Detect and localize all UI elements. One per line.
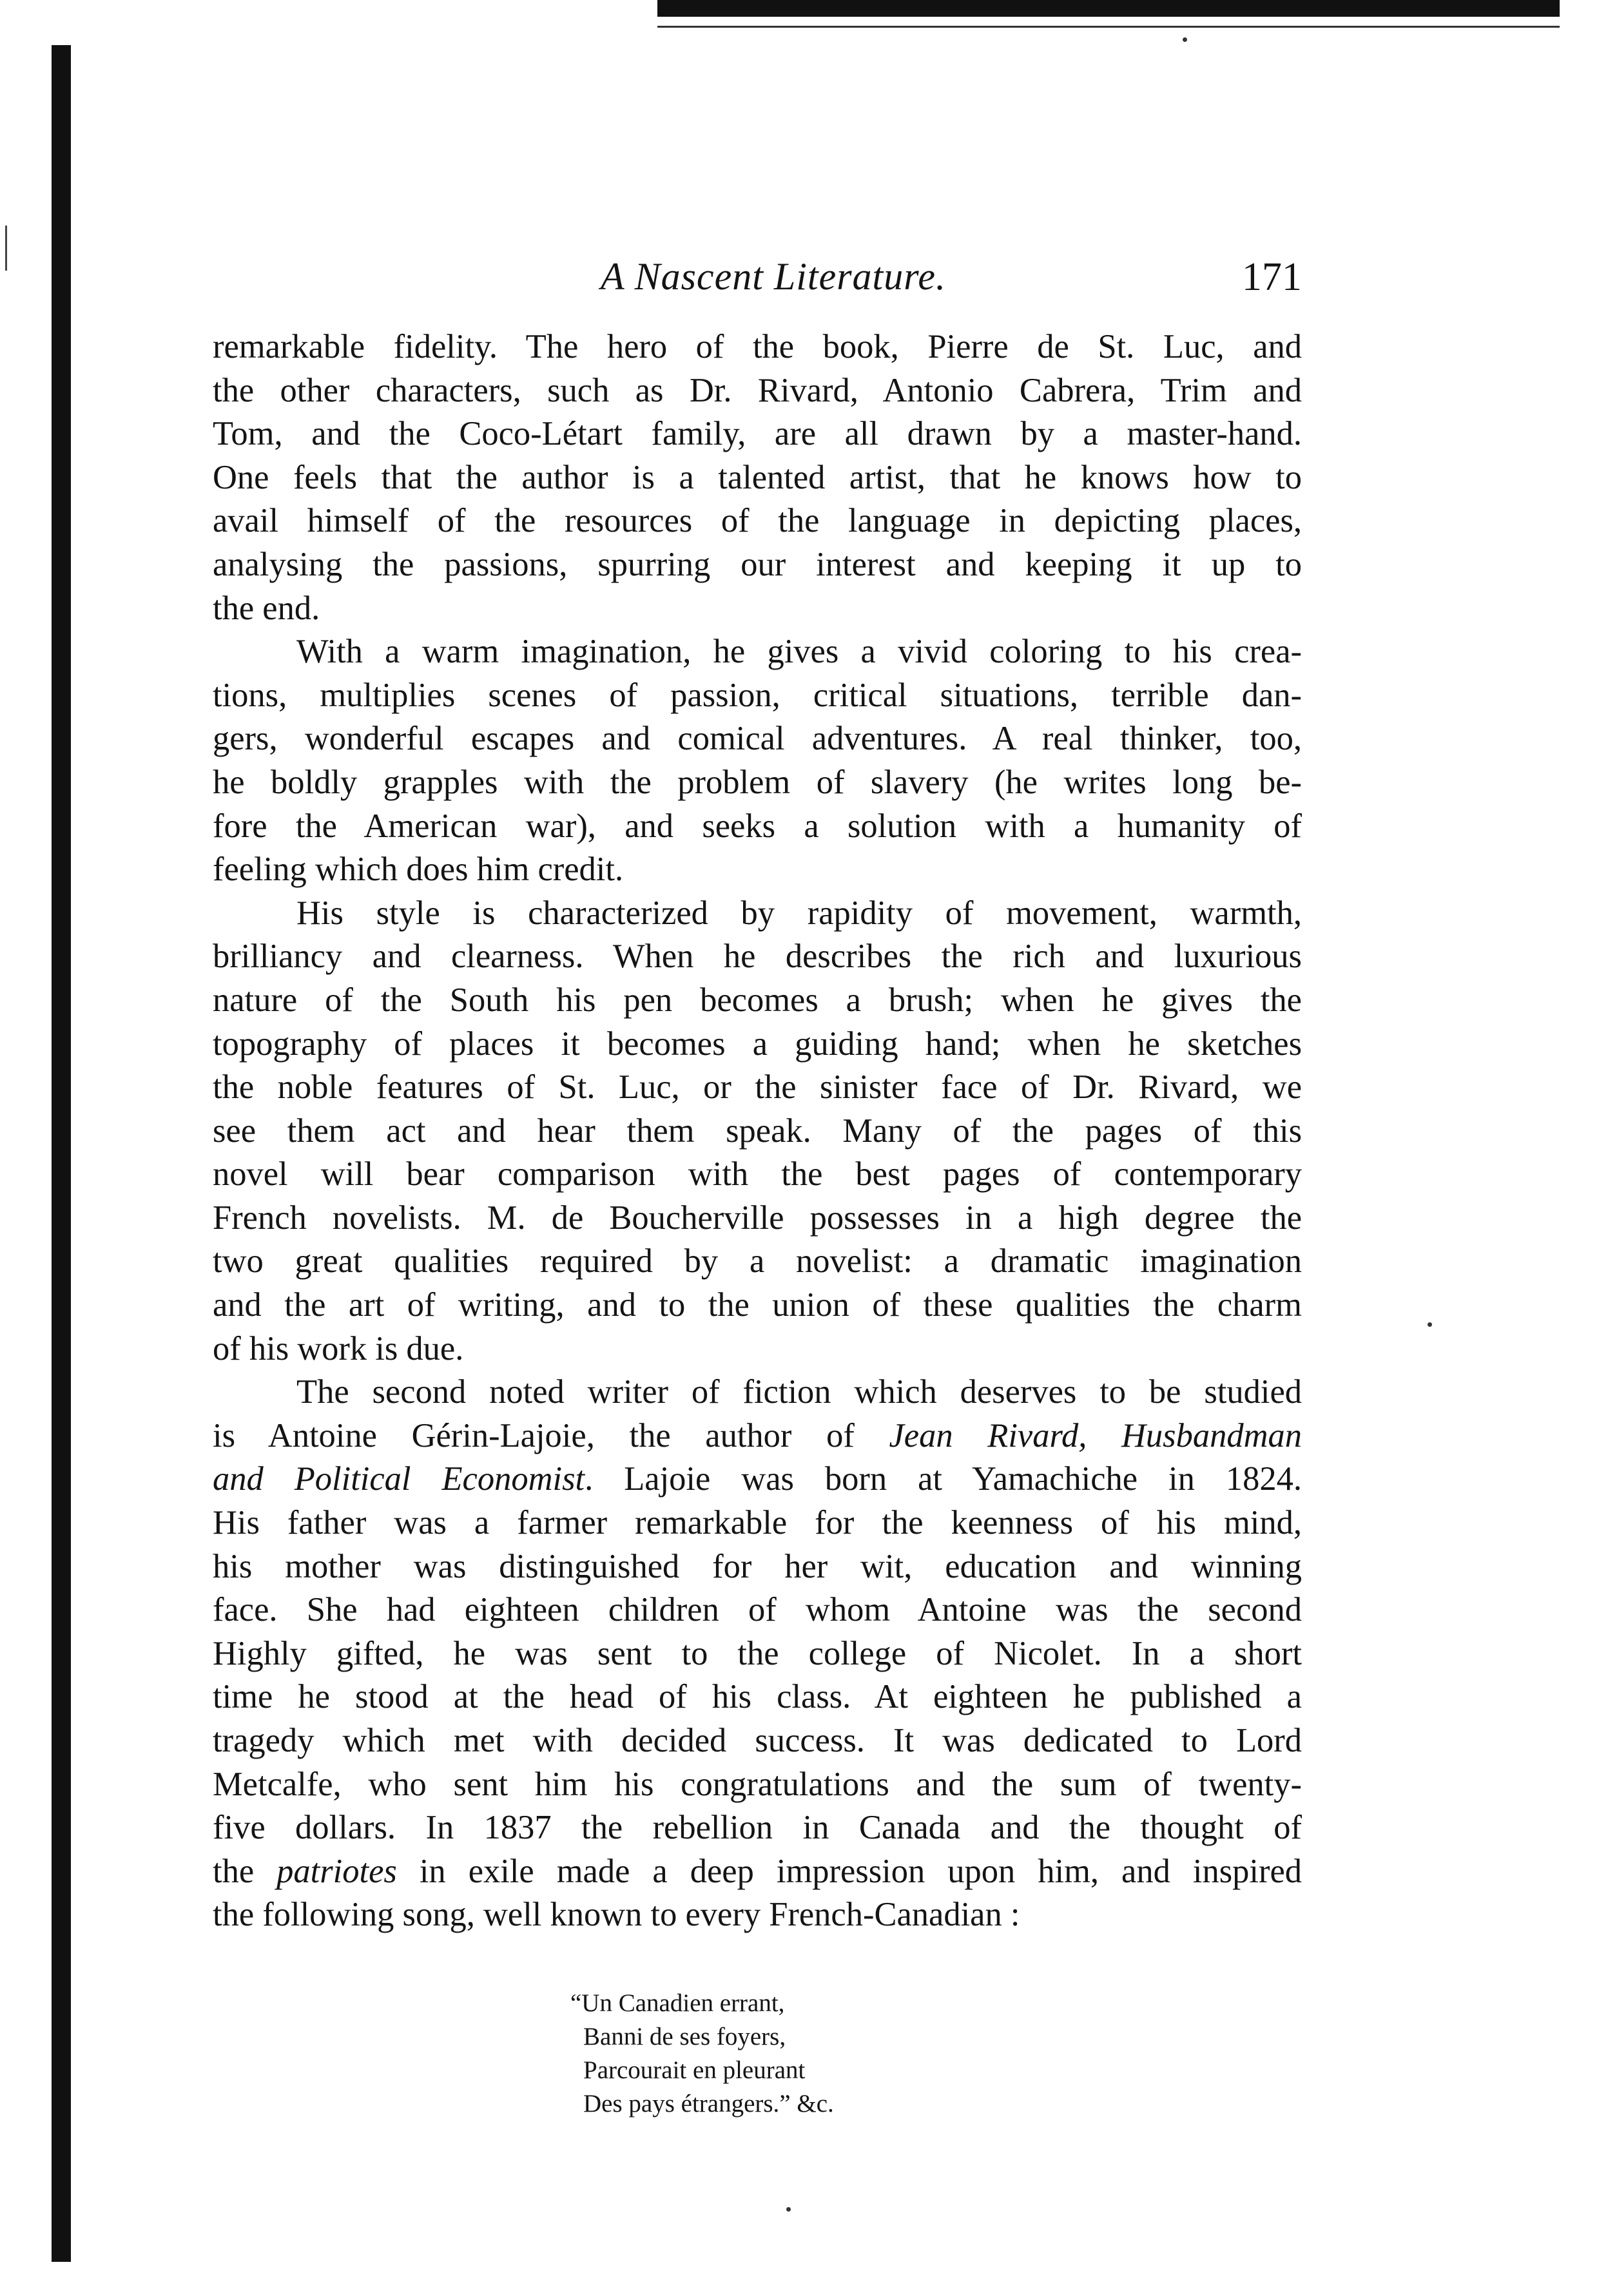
- text-line: His father was a farmer remarkable for the keenness of his mind,: [213, 1504, 1302, 1542]
- text-line: nature of the South his pen becomes a brush; when he gives the: [213, 981, 1302, 1019]
- verse-line: Parcourait en pleurant: [583, 2056, 806, 2084]
- text-line: and the art of writing, and to the union of these qualities the charm: [213, 1286, 1302, 1324]
- ink-speck: [786, 2207, 791, 2212]
- text-line: the other characters, such as Dr. Rivard, Antonio Cabrera, Trim and: [213, 371, 1302, 409]
- page-header: [245, 255, 1302, 313]
- text-line: Metcalfe, who sent him his congratulations and the sum of twenty-: [213, 1765, 1302, 1803]
- text-line: face. She had eighteen children of whom Antoine was the second: [213, 1591, 1302, 1629]
- book-title: Jean Rivard, Husbandman: [889, 1416, 1302, 1454]
- text-line: Tom, and the Coco-Létart family, are all drawn by a master-hand.: [213, 415, 1302, 453]
- ink-speck: [1428, 1322, 1432, 1327]
- top-edge-shadow: [657, 0, 1560, 17]
- verse-line: Des pays étrangers.” &c.: [583, 2090, 834, 2118]
- text-line: His style is characterized by rapidity of movement, warmth,: [296, 894, 1302, 932]
- text-line: his mother was distinguished for her wit, education and winning: [213, 1547, 1302, 1585]
- verse-line: Banni de ses foyers,: [583, 2023, 786, 2050]
- text-line: time he stood at the head of his class. At eighteen he published a: [213, 1678, 1302, 1716]
- paragraph: [213, 325, 1302, 630]
- running-title: A Nascent Literature.: [601, 255, 946, 298]
- ink-speck: [1183, 37, 1187, 42]
- text-line: One feels that the author is a talented artist, that he knows how to: [213, 458, 1302, 496]
- text-line: he boldly grapples with the problem of slavery (he writes long be-: [213, 763, 1302, 801]
- paragraph: [213, 630, 1302, 892]
- text-line: With a warm imagination, he gives a vivid coloring to his crea-: [296, 633, 1302, 671]
- scan-mark: [5, 226, 7, 271]
- verse-quotation: [570, 1987, 834, 2121]
- text-line: see them act and hear them speak. Many of the pages of this: [213, 1112, 1302, 1150]
- text-line: novel will bear comparison with the best pages of contemporary: [213, 1155, 1302, 1193]
- text-line: the noble features of St. Luc, or the sinister face of Dr. Rivard, we: [213, 1068, 1302, 1106]
- text-line: analysing the passions, spurring our interest and keeping it up to: [213, 545, 1302, 583]
- top-edge-line: [657, 26, 1560, 28]
- text-line: the end.: [213, 589, 320, 627]
- text-line: French novelists. M. de Boucherville possesses in a high degree the: [213, 1199, 1302, 1237]
- text-line: and Political Economist. Lajoie was born at Yamachiche in 1824.: [213, 1460, 1302, 1498]
- emphasis: patriotes: [276, 1852, 397, 1890]
- text-line: feeling which does him credit.: [213, 851, 624, 889]
- binding-shadow: [52, 45, 71, 2262]
- text-line: five dollars. In 1837 the rebellion in Canada and the thought of: [213, 1809, 1302, 1847]
- paragraph: [213, 892, 1302, 1371]
- text-line: is Antoine Gérin-Lajoie, the author of Jean Rivard, Husbandman: [213, 1416, 1302, 1454]
- text-line: avail himself of the resources of the language in depicting places,: [213, 502, 1302, 540]
- page-number: 171: [1242, 255, 1302, 299]
- text-line: the following song, well known to every French-Canadian :: [213, 1896, 1020, 1934]
- text-line: The second noted writer of fiction which deserves to be studied: [296, 1373, 1302, 1411]
- text-line: two great qualities required by a novelist: a dramatic imagination: [213, 1242, 1302, 1280]
- text-line: of his work is due.: [213, 1329, 464, 1367]
- text-line: fore the American war), and seeks a solution with a humanity of: [213, 807, 1302, 845]
- text-line: remarkable fidelity. The hero of the book, Pierre de St. Luc, and: [213, 328, 1302, 365]
- text-line: Highly gifted, he was sent to the college of Nicolet. In a short: [213, 1634, 1302, 1672]
- book-title: and Political Economist: [213, 1460, 585, 1498]
- text-line: the patriotes in exile made a deep impression upon him, and inspired: [213, 1852, 1302, 1890]
- text-line: tragedy which met with decided success. It was dedicated to Lord: [213, 1722, 1302, 1759]
- text-line: tions, multiplies scenes of passion, critical situations, terrible dan-: [213, 676, 1302, 714]
- verse-line: “Un Canadien errant,: [570, 1989, 785, 2017]
- text-line: topography of places it becomes a guiding hand; when he sketches: [213, 1025, 1302, 1063]
- paragraph: [213, 1371, 1302, 1937]
- text-line: gers, wonderful escapes and comical adventures. A real thinker, too,: [213, 720, 1302, 758]
- body-text: [213, 325, 1302, 1937]
- text-line: brilliancy and clearness. When he describes the rich and luxurious: [213, 938, 1302, 976]
